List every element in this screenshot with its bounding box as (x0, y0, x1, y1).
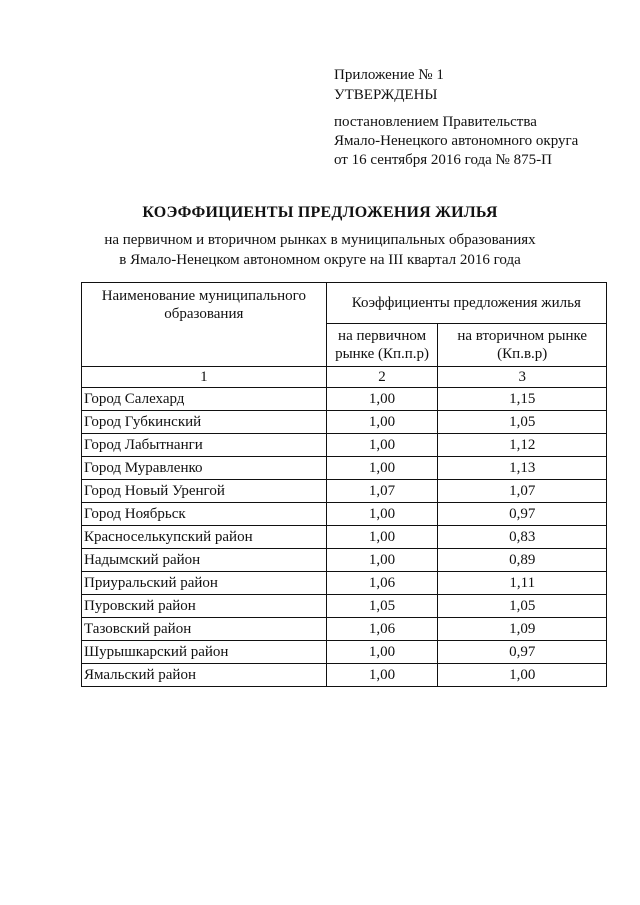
table-row (82, 503, 607, 526)
secondary-coefficient: 1,09 (438, 618, 607, 641)
table-header-row (82, 283, 607, 324)
primary-coefficient: 1,00 (326, 411, 438, 434)
secondary-coefficient: 0,97 (438, 641, 607, 664)
approval-block (334, 66, 624, 170)
document-title: КОЭФФИЦИЕНТЫ ПРЕДЛОЖЕНИЯ ЖИЛЬЯ (142, 204, 498, 221)
secondary-coefficient: 0,89 (438, 549, 607, 572)
primary-coefficient: 1,00 (326, 388, 438, 411)
column-number: 1 (82, 367, 327, 388)
coefficients-table (81, 282, 607, 687)
header-primary-market: на первичном рынке (Кп.п.р) (326, 324, 438, 367)
table-row (82, 434, 607, 457)
municipality-name: Город Губкинский (82, 411, 327, 434)
primary-coefficient: 1,06 (326, 572, 438, 595)
secondary-coefficient: 0,83 (438, 526, 607, 549)
municipality-name: Город Лабытнанги (82, 434, 327, 457)
municipality-name: Пуровский район (82, 595, 327, 618)
primary-coefficient: 1,00 (326, 434, 438, 457)
municipality-name: Надымский район (82, 549, 327, 572)
table-row (82, 457, 607, 480)
secondary-coefficient: 1,13 (438, 457, 607, 480)
secondary-coefficient: 0,97 (438, 503, 607, 526)
approved-label: УТВЕРЖДЕНЫ (334, 87, 438, 103)
decree-line-2: Ямало-Ненецкого автономного округа (334, 133, 579, 149)
table-row (82, 480, 607, 503)
municipality-name: Город Муравленко (82, 457, 327, 480)
secondary-coefficient: 1,07 (438, 480, 607, 503)
municipality-name: Приуральский район (82, 572, 327, 595)
primary-coefficient: 1,00 (326, 641, 438, 664)
column-number: 2 (326, 367, 438, 388)
secondary-coefficient: 1,11 (438, 572, 607, 595)
table-row (82, 411, 607, 434)
table-row (82, 595, 607, 618)
table-row (82, 664, 607, 687)
table-row (82, 526, 607, 549)
table-row (82, 572, 607, 595)
municipality-name: Тазовский район (82, 618, 327, 641)
municipality-name: Ямальский район (82, 664, 327, 687)
municipality-name: Красноселькупский район (82, 526, 327, 549)
primary-coefficient: 1,00 (326, 664, 438, 687)
decree-line-1: постановлением Правительства (334, 114, 537, 130)
subtitle-line-2: в Ямало-Ненецком автономном округе на III квартал 2016 года (119, 252, 521, 268)
column-number: 3 (438, 367, 607, 388)
secondary-coefficient: 1,12 (438, 434, 607, 457)
column-number-row (82, 367, 607, 388)
primary-coefficient: 1,07 (326, 480, 438, 503)
secondary-coefficient: 1,00 (438, 664, 607, 687)
primary-coefficient: 1,00 (326, 457, 438, 480)
primary-coefficient: 1,00 (326, 503, 438, 526)
primary-coefficient: 1,05 (326, 595, 438, 618)
primary-coefficient: 1,00 (326, 526, 438, 549)
municipality-name: Город Новый Уренгой (82, 480, 327, 503)
secondary-coefficient: 1,05 (438, 595, 607, 618)
subtitle-line-1: на первичном и вторичном рынках в муниципальных образованиях (104, 232, 536, 248)
table-row (82, 549, 607, 572)
secondary-coefficient: 1,15 (438, 388, 607, 411)
table-row (82, 618, 607, 641)
header-secondary-market: на вторичном рынке (Кп.в.р) (438, 324, 607, 367)
appendix-label: Приложение № 1 (334, 67, 444, 83)
table-row (82, 388, 607, 411)
municipality-name: Шурышкарский район (82, 641, 327, 664)
municipality-name: Город Ноябрьск (82, 503, 327, 526)
municipality-name: Город Салехард (82, 388, 327, 411)
secondary-coefficient: 1,05 (438, 411, 607, 434)
primary-coefficient: 1,06 (326, 618, 438, 641)
header-coefficients: Коэффициенты предложения жилья (326, 283, 606, 324)
table-row (82, 641, 607, 664)
decree-line-3: от 16 сентября 2016 года № 875-П (334, 152, 552, 168)
header-municipality: Наименование муниципального образования (82, 283, 327, 367)
primary-coefficient: 1,00 (326, 549, 438, 572)
document-subtitle (0, 230, 640, 270)
